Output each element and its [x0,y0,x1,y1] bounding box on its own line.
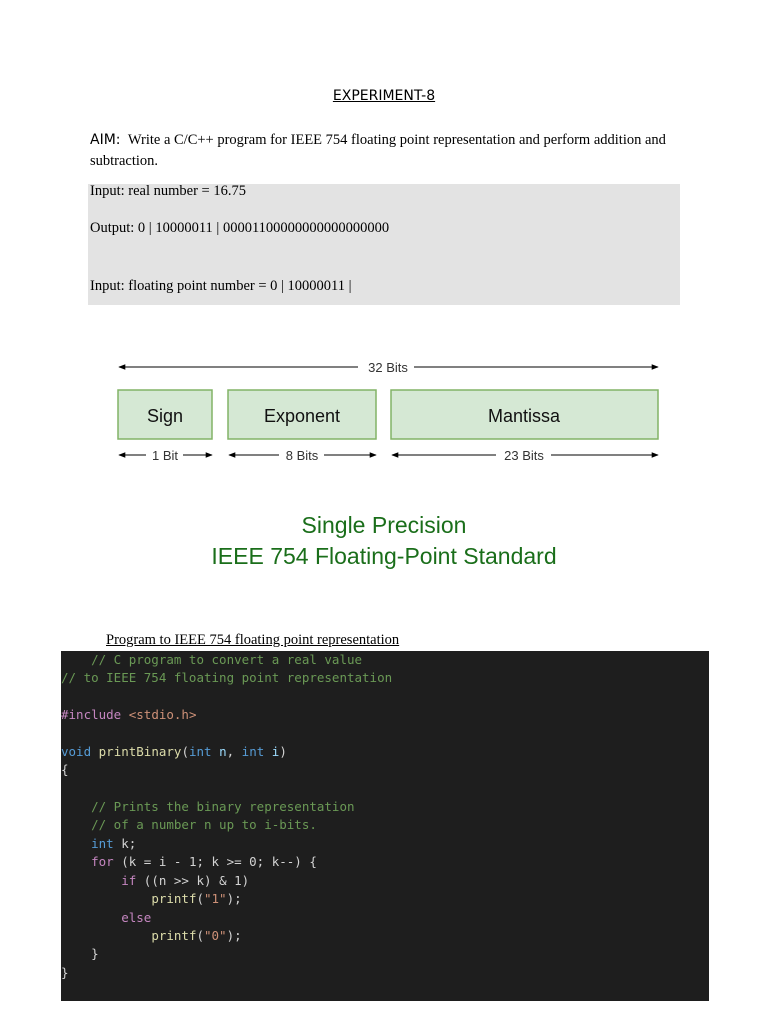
code-line: void printBinary(int n, int i) [61,744,287,759]
aim-paragraph [90,130,680,172]
code-line: } [61,965,69,980]
exponent-field-label: Exponent [263,406,341,426]
code-block [61,651,709,1001]
code-line: } [61,946,99,961]
aim-text: Write a C/C++ program for IEEE 754 floating point representation and perform addition and subtraction. [90,132,666,169]
code-line: // to IEEE 754 floating point representation [61,670,393,685]
io-line-output: Output: 0 | 10000011 | 00001100000000000000000 [90,220,390,236]
code-line: if ((n >> k) & 1) [121,873,250,888]
code-line: #include <stdio.h> [61,707,197,722]
code-line: // of a number n up to i-bits. [61,817,317,832]
diagram-caption-line2: IEEE 754 Floating-Point Standard [211,543,557,569]
code-line: printf("0"); [151,928,242,943]
ieee754-diagram [0,340,768,580]
code-line: int k; [91,836,137,851]
mantissa-field-label: Mantissa [487,406,561,426]
code-line: else [121,910,152,925]
io-line-input-float: Input: floating point number = 0 | 10000011 | [90,278,352,294]
code-line: printf("1"); [151,891,242,906]
total-bits-label: 32 Bits [368,360,408,375]
program-heading: Program to IEEE 754 floating point representation [106,632,400,648]
code-line: for (k = i - 1; k >= 0; k--) { [91,854,317,869]
code-line: // C program to convert a real value [61,652,363,667]
aim-label: AIM: [90,132,121,148]
sign-bits-label: 1 Bit [151,448,179,463]
sign-field-label: Sign [146,406,184,426]
diagram-caption-line1: Single Precision [301,512,467,538]
exponent-bits-label: 8 Bits [285,448,319,463]
io-line-input: Input: real number = 16.75 [90,183,246,199]
page-title: EXPERIMENT-8 [332,88,436,104]
mantissa-bits-label: 23 Bits [504,448,544,463]
code-line: { [61,762,69,777]
code-line: // Prints the binary representation [61,799,355,814]
